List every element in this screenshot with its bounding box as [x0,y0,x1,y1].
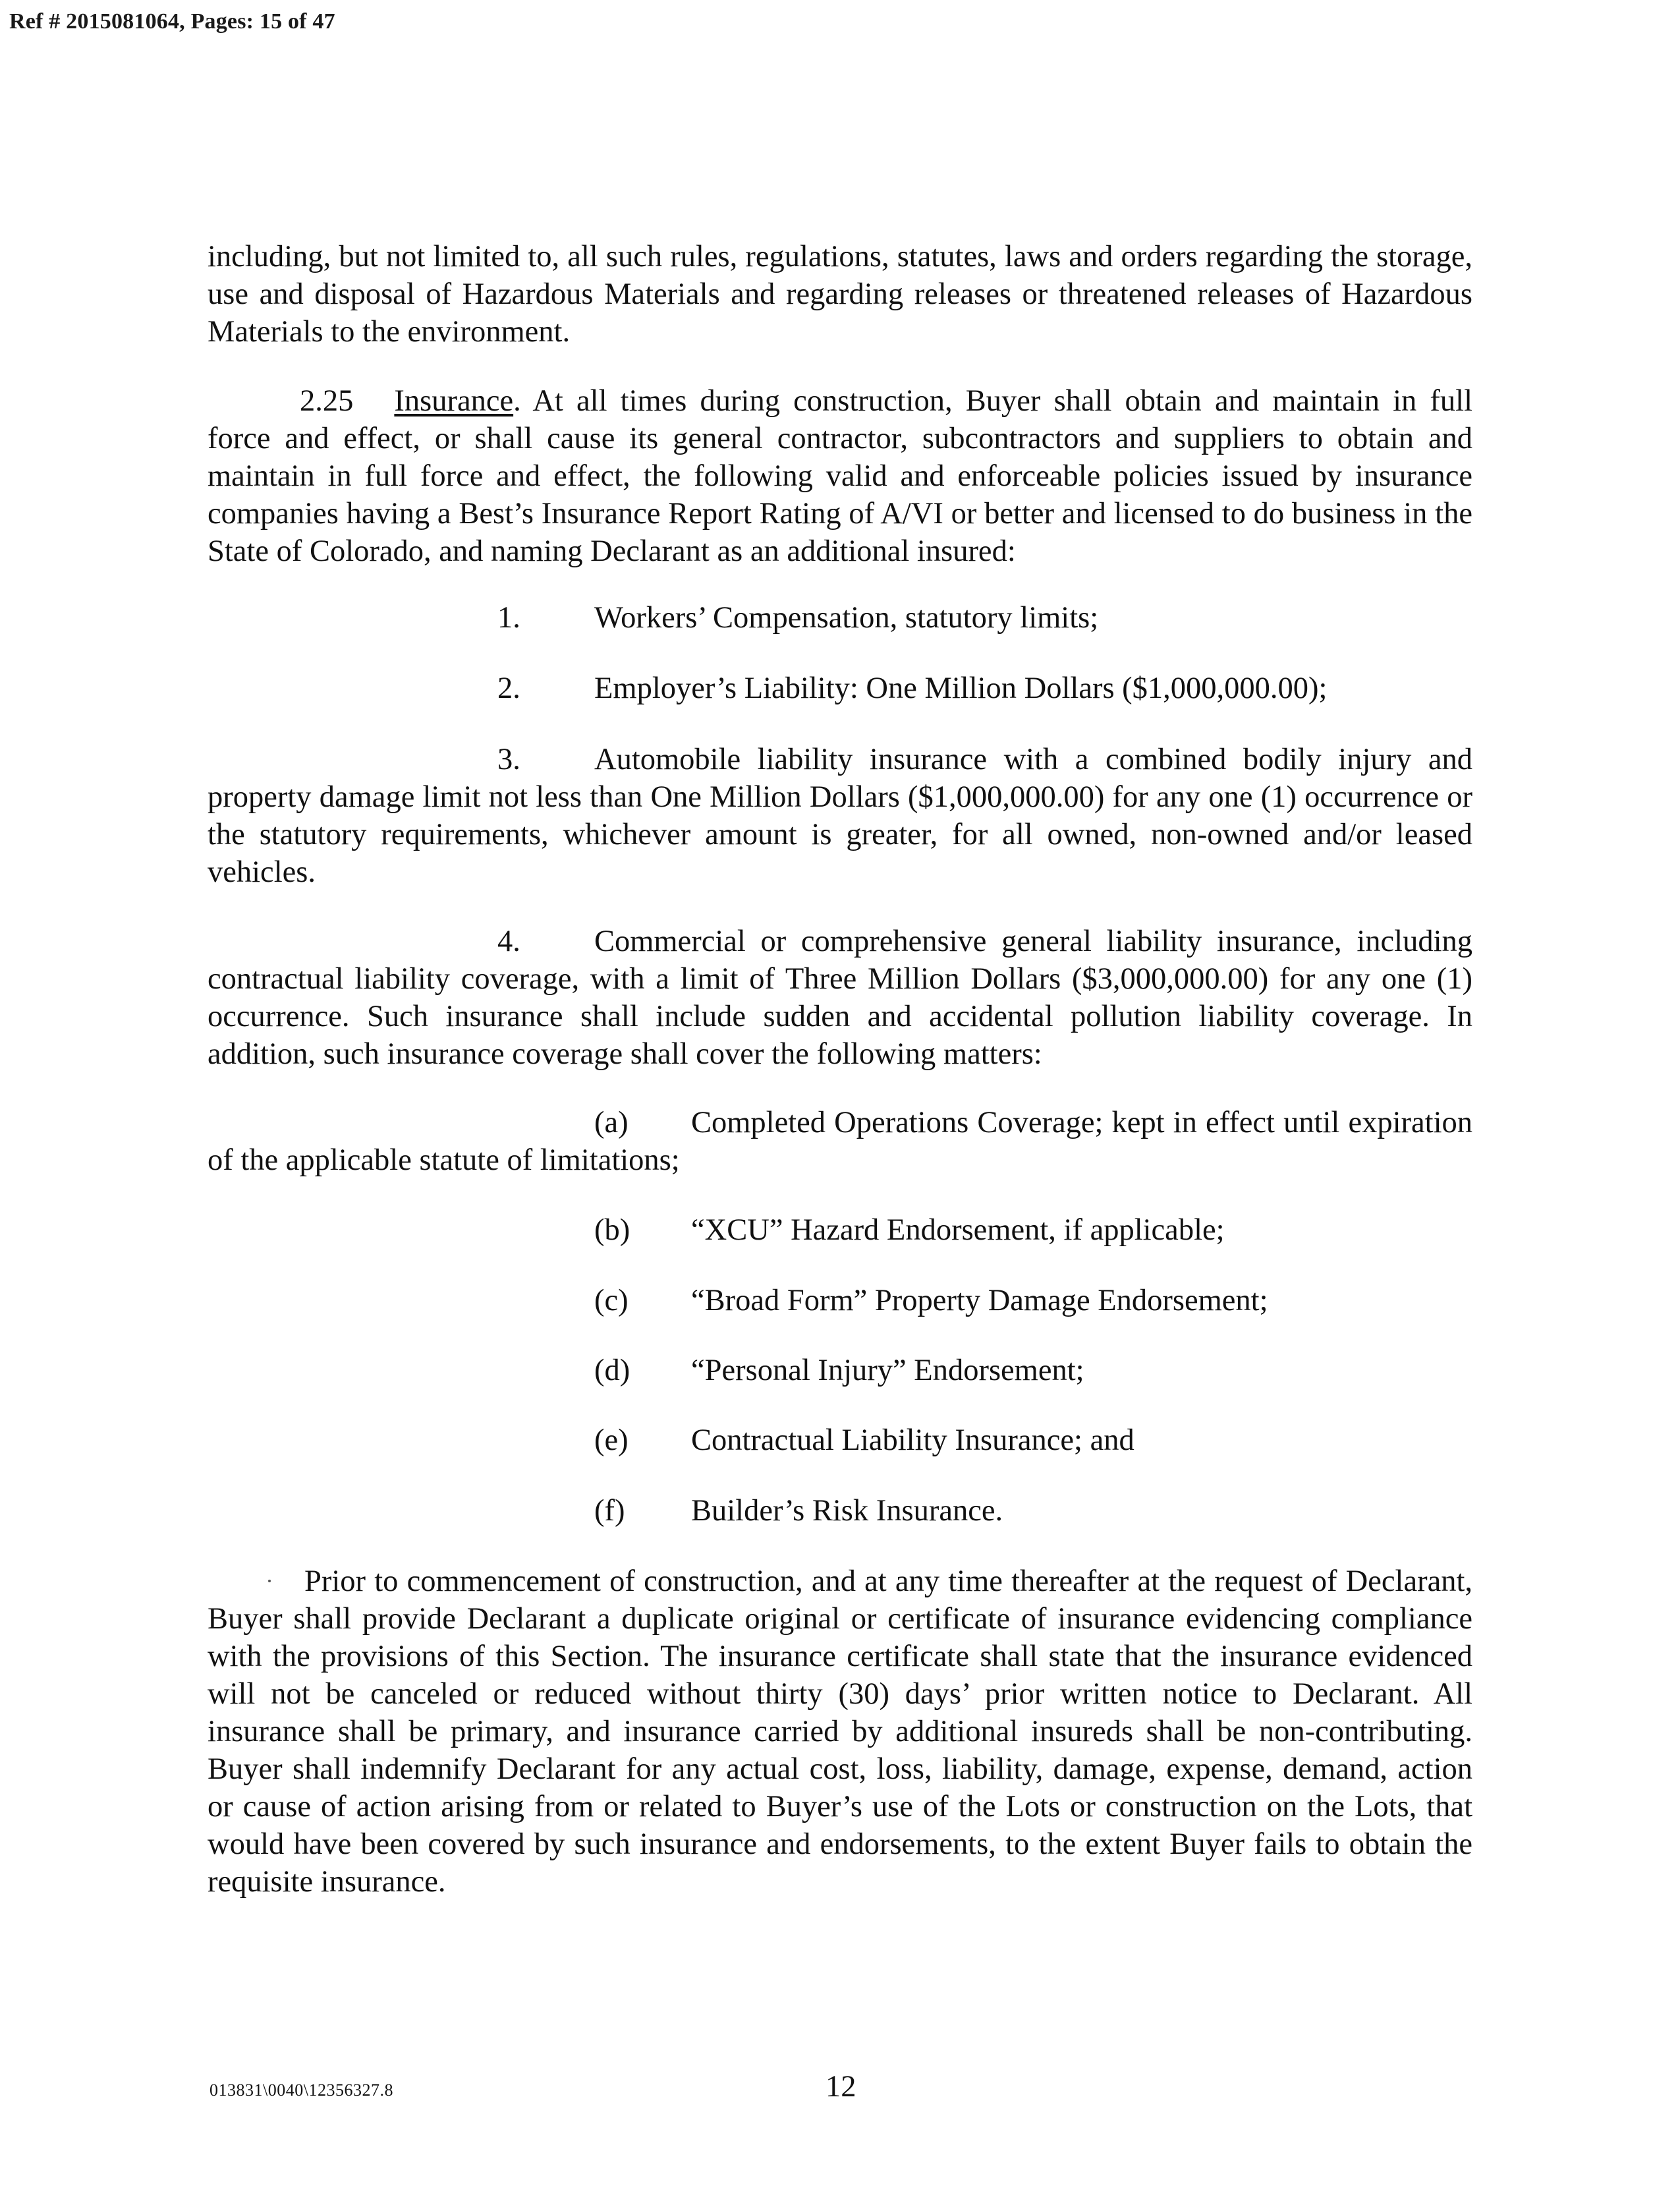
numbered-item [208,923,1472,1073]
item-text: Commercial or comprehensive general liability insurance, including contractual liability coverage, with a limit of Three Million Dollars ($3,000,000.00) for any one (1) occurrence. Such insurance shall include sudden and accidental pollution liability coverage. In addition, such insurance coverage shall cover the following matters: [208,925,1472,1071]
section-2-25-paragraph [208,382,1472,570]
section-number: 2.25 [300,384,354,418]
item-number: 3. [497,743,520,776]
item-letter: (f) [594,1494,625,1528]
lettered-item [594,1492,1003,1530]
section-title-suffix: . [513,384,521,418]
section-title: Insurance [394,384,514,418]
item-text: Builder’s Risk Insurance. [691,1494,1003,1528]
item-text: “Personal Injury” Endorsement; [691,1354,1084,1387]
item-letter: (e) [594,1423,629,1457]
item-letter: (b) [594,1213,630,1247]
item-letter: (a) [594,1106,629,1139]
numbered-item [208,741,1472,891]
lettered-item [594,1352,1084,1389]
section-body: At all times during construction, Buyer shall obtain and maintain in full force and effect, or shall cause its general contractor, subcontractors and suppliers to obtain and maintain in full force and effect, the following valid and enforceable policies issued by insurance companies having a Best’s Insurance Report Rating of A/VI or better and licensed to do business in the State of Colorado, and naming Declarant as an additional insured: [208,384,1473,568]
document-reference: 013831\0040\12356327.8 [210,2081,393,2100]
recording-reference: Ref # 2015081064, Pages: 15 of 47 [9,9,335,34]
item-text: Contractual Liability Insurance; and [691,1423,1134,1457]
lettered-item [208,1104,1472,1179]
item-number: 4. [497,925,520,958]
item-number: 1. [497,601,520,635]
numbered-item [497,599,1099,637]
lettered-item [594,1211,1225,1249]
lettered-item [594,1421,1134,1459]
item-letter: (c) [594,1284,629,1317]
closing-paragraph: Prior to commencement of construction, and at any time thereafter at the request of Declarant, Buyer shall provide Declarant a duplicate original or certificate of insurance evidencing compliance with the provisions of this Section. The insurance certificate shall state that the insurance evidenced will not be canceled or reduced without thirty (30) days’ prior written notice to Declarant. All insurance shall be primary, and insurance carried by additional insureds shall be non-contributing. Buyer shall indemnify Declarant for any actual cost, loss, liability, damage, expense, demand, action or cause of action arising from or related to Buyer’s use of the Lots or construction on the Lots, that would have been covered by such insurance and endorsements, to the extent Buyer fails to obtain the requisite insurance. [208,1565,1472,1899]
item-text: Completed Operations Coverage; kept in effect until expiration of the applicable statute of limitations; [208,1106,1472,1177]
item-text: “XCU” Hazard Endorsement, if applicable; [691,1213,1225,1247]
numbered-item [497,670,1328,707]
page-number: 12 [826,2070,856,2104]
item-text: Employer’s Liability: One Million Dollars ($1,000,000.00); [594,672,1328,705]
item-text: “Broad Form” Property Damage Endorsement; [691,1284,1268,1317]
continuation-paragraph: including, but not limited to, all such rules, regulations, statutes, laws and orders regarding the storage, use and disposal of Hazardous Materials and regarding releases or threatened releases of Hazardous Materials to the environment. [208,240,1472,349]
item-number: 2. [497,672,520,705]
item-text: Workers’ Compensation, statutory limits; [594,601,1099,635]
item-letter: (d) [594,1354,630,1387]
item-text: Automobile liability insurance with a combined bodily injury and property damage limit not less than One Million Dollars ($1,000,000.00) for any one (1) occurrence or the statutory requirements, whichever amount is greater, for all owned, non-owned and/or leased vehicles. [208,743,1472,889]
lettered-item [594,1282,1268,1319]
